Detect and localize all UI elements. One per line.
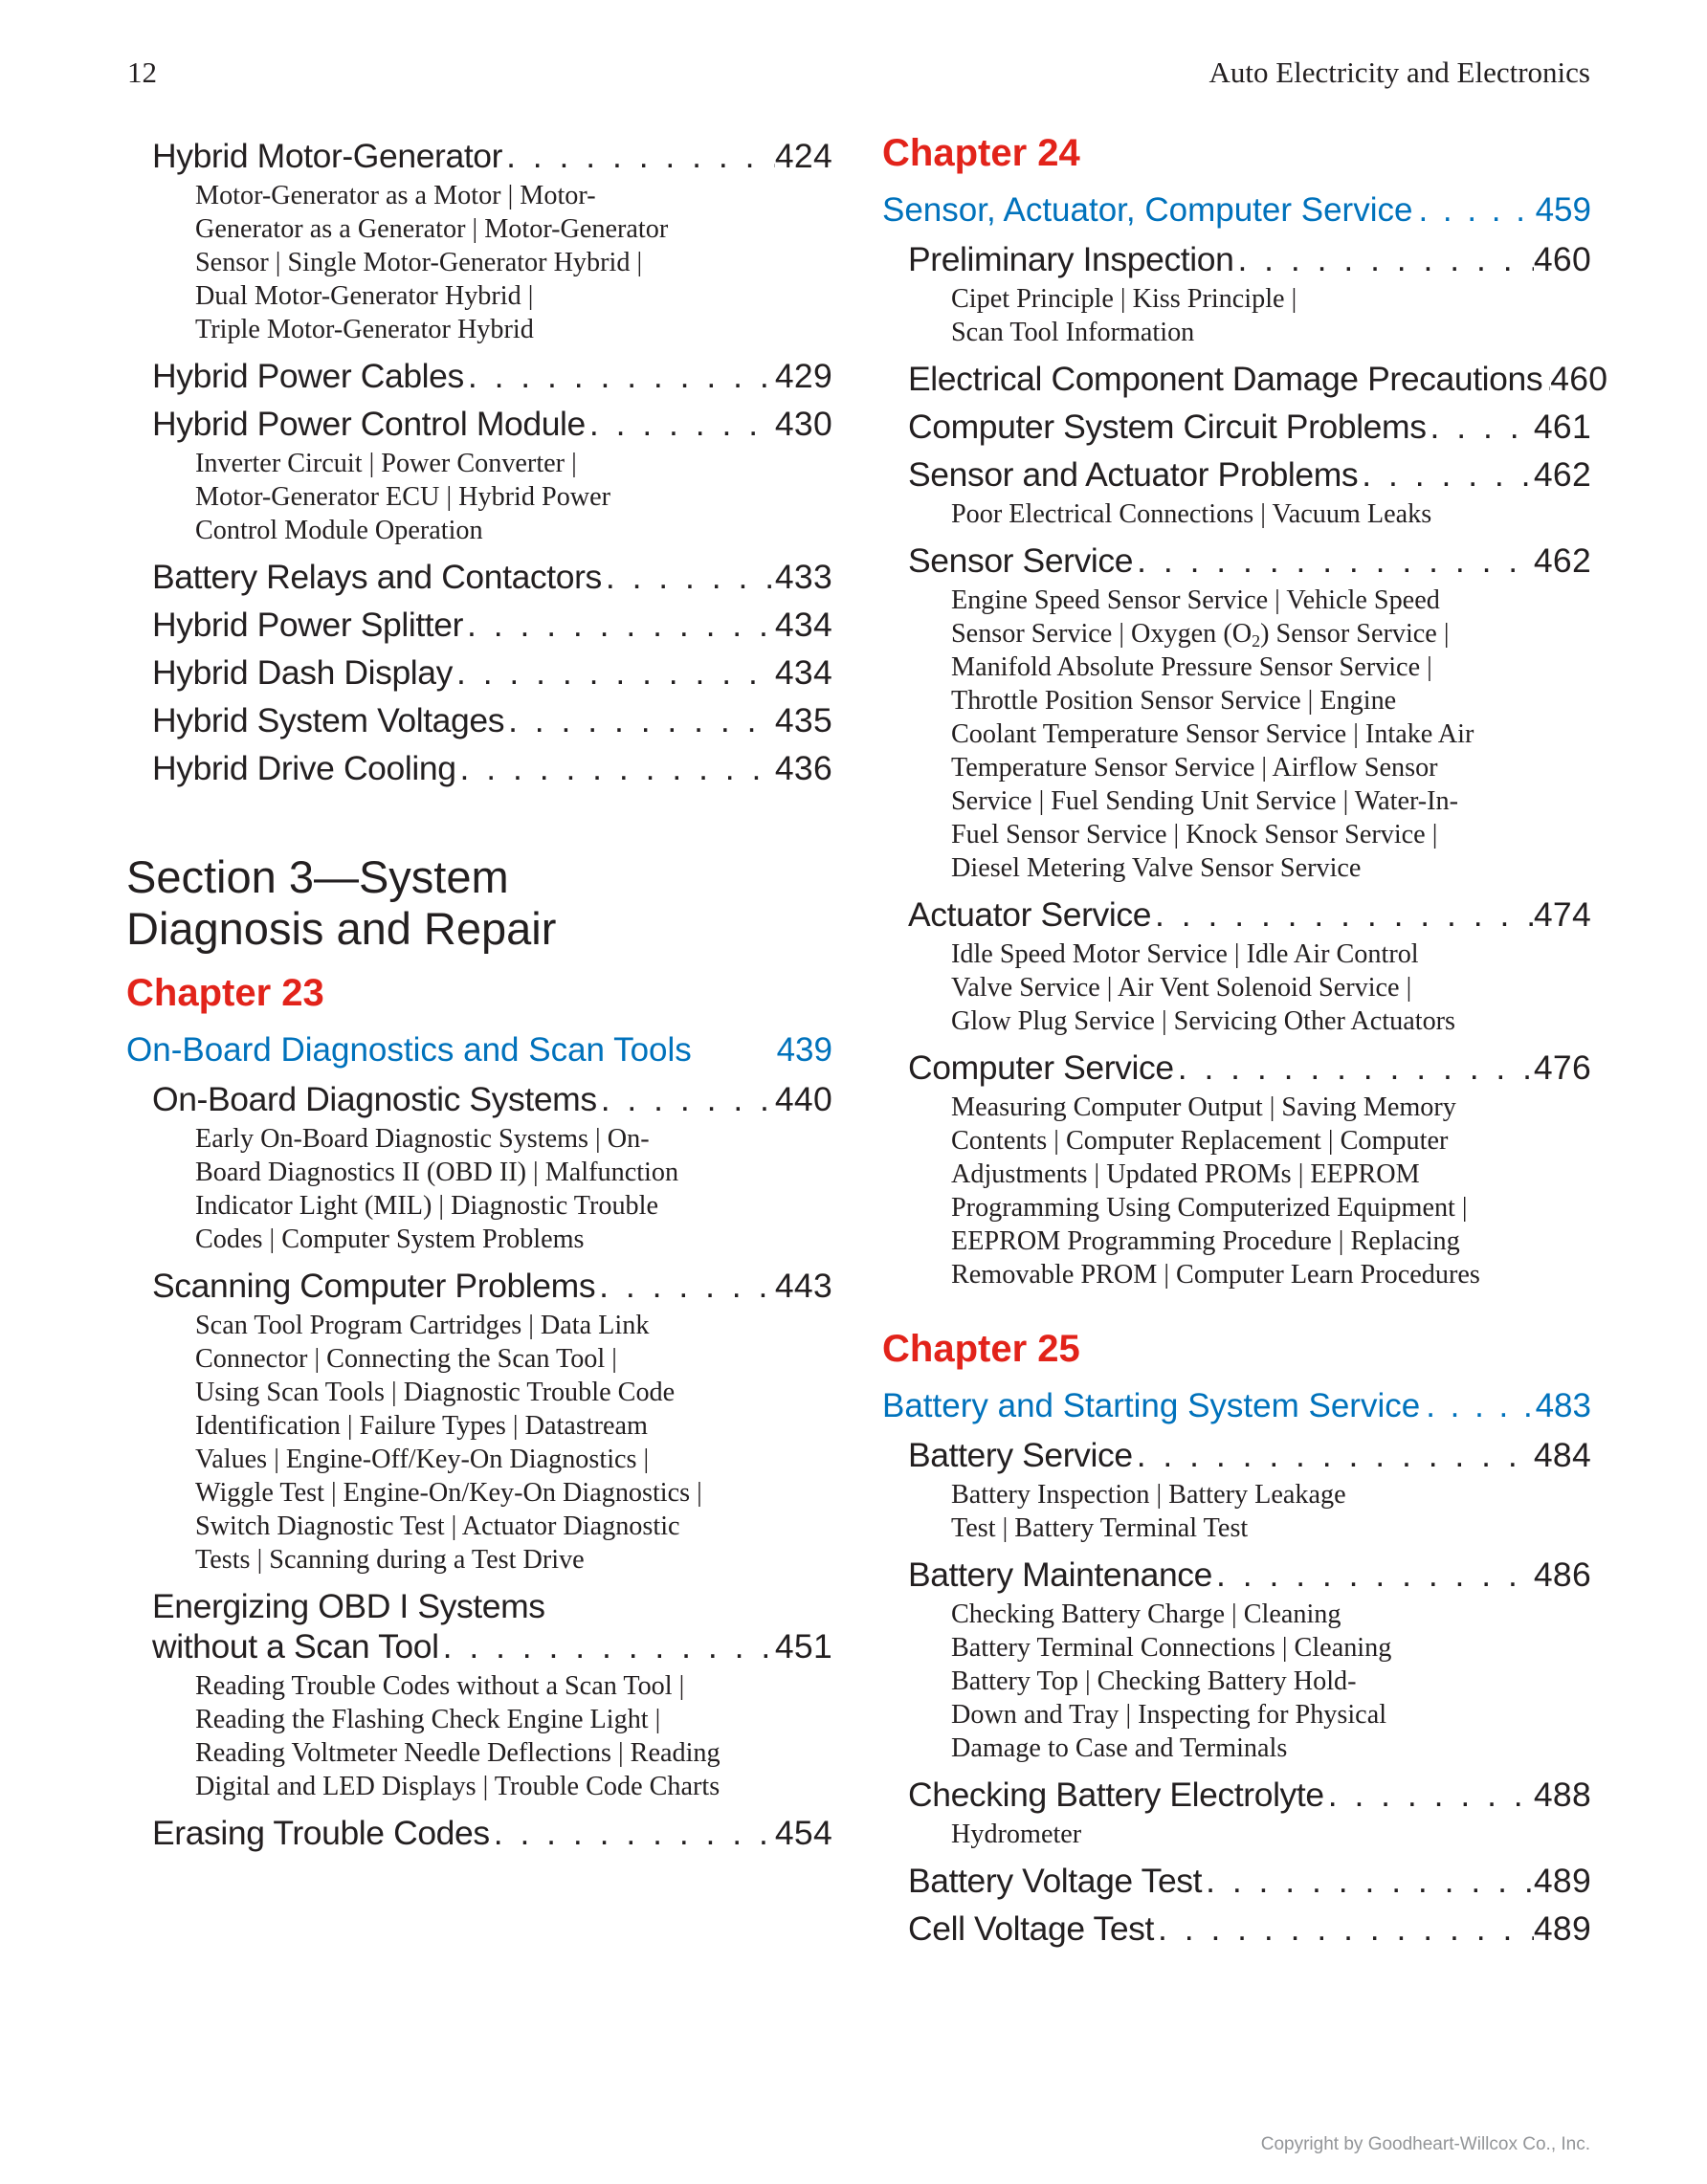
toc-entry[interactable] (126, 1262, 832, 1577)
leader-dots (1133, 1431, 1534, 1479)
page-number: 12 (127, 55, 157, 89)
leader-dots (502, 132, 775, 180)
leader-dots (1324, 1771, 1534, 1819)
leader-dots (1233, 235, 1533, 283)
toc-entry-list (126, 1809, 832, 1857)
toc-entry-page: 436 (774, 749, 832, 787)
toc-entry-title: Preliminary Inspection (908, 240, 1234, 278)
toc-entry-page: 474 (1533, 895, 1591, 934)
leader-dots (439, 1622, 775, 1670)
toc-entry[interactable] (126, 132, 832, 346)
toc-entry-page: 486 (1533, 1555, 1591, 1594)
toc-entry-subtopics: Poor Electrical Connections | Vacuum Leaks (951, 499, 1432, 529)
chapter-page-number: 439 (776, 1031, 832, 1069)
chapter-23-label: Chapter 23 (126, 972, 324, 1014)
toc-entry-page: 434 (774, 606, 832, 644)
toc-entry-subtopics: Idle Speed Motor Service | Idle Air Control Valve Service | Air Vent Solenoid Service | Glow Plug Service | Servicing Other Actuators (951, 939, 1456, 1036)
toc-entry-title: Computer System Circuit Problems (908, 408, 1427, 446)
leader-dots (1133, 537, 1534, 585)
toc-entry-title: Actuator Service (908, 895, 1152, 934)
leader-dots (602, 553, 775, 601)
section-title: Section 3—System Diagnosis and Repair (126, 851, 557, 954)
toc-entry-title: Erasing Trouble Codes (152, 1814, 490, 1852)
toc-entry-subtopics: Cipet Principle | Kiss Principle | Scan Tool Information (951, 284, 1297, 347)
copyright-notice: Copyright by Goodheart-Willcox Co., Inc. (1260, 2134, 1590, 2154)
toc-entry-title: Scanning Computer Problems (152, 1267, 596, 1305)
toc-entry-subtopics: Checking Battery Charge | Cleaning Battery Terminal Connections | Cleaning Battery Top | Checking Battery Hold- Down and Tray | Inspecting for Physical Damage to Case and Terminals (951, 1599, 1392, 1763)
chapter-page-number: 483 (1535, 1387, 1591, 1424)
toc-entry-title: without a Scan Tool (152, 1627, 439, 1666)
chapter-title-text: Sensor, Actuator, Computer Service (882, 191, 1413, 229)
toc-entry[interactable] (126, 553, 832, 601)
toc-entry-title: Cell Voltage Test (908, 1909, 1154, 1948)
toc-entry[interactable] (126, 352, 832, 400)
chapter-title-text: Battery and Starting System Service (882, 1387, 1421, 1424)
toc-entry-title: Computer Service (908, 1048, 1174, 1087)
leader-dots (597, 1075, 775, 1123)
leader-dots (504, 696, 775, 744)
toc-entry-page: 434 (774, 653, 832, 692)
toc-entry-list (126, 1075, 832, 1577)
toc-entry-title: Hybrid Power Splitter (152, 606, 464, 644)
toc-entry-title: Energizing OBD I Systems (152, 1587, 545, 1625)
toc-entry-title: Sensor and Actuator Problems (908, 455, 1359, 494)
toc-entry-page: 435 (774, 701, 832, 739)
leader-dots (595, 1262, 775, 1310)
toc-entry-page: 489 (1533, 1909, 1591, 1948)
running-header-book-title: Auto Electricity and Electronics (1208, 55, 1590, 89)
toc-entry-title: Hybrid Power Cables (152, 357, 464, 395)
toc-entry[interactable] (882, 1771, 1591, 1851)
toc-entry-page: 429 (774, 357, 832, 395)
chapter-24-title[interactable] (882, 188, 1591, 233)
toc-entry-title: On-Board Diagnostic Systems (152, 1080, 597, 1118)
toc-entry-title: Battery Relays and Contactors (152, 558, 602, 596)
toc-entry-title: Hybrid Motor-Generator (152, 137, 503, 175)
leader-dots (464, 352, 775, 400)
toc-entry-title: Battery Service (908, 1436, 1133, 1474)
toc-entry-subtopics: Engine Speed Sensor Service | Vehicle Speed Sensor Service | Oxygen $(O_2)$ Sensor Service | Manifold Absolute Pressure Sensor Service | Throttle Position Sensor Service | Engine Coolant Temperature Sensor Service | Intake Air Temperature Sensor Service | Airflow Sensor Service | Fuel Sending Unit Service | Water-In- Fuel Sensor Service | Knock Sensor Service | Diesel Metering Valve Sensor Service (951, 585, 1474, 883)
toc-entry-page: 460 (1533, 240, 1591, 278)
toc-entry[interactable] (126, 601, 832, 649)
leader-dots (463, 601, 775, 649)
toc-entry-page: 424 (774, 137, 832, 175)
leader-dots (1212, 1551, 1534, 1599)
toc-entry[interactable] (882, 1044, 1591, 1291)
toc-entry[interactable] (882, 403, 1591, 451)
toc-entry[interactable] (882, 1431, 1591, 1545)
toc-entry-subtopics: Early On-Board Diagnostic Systems | On- Board Diagnostics II (OBD II) | Malfunction Indicator Light (MIL) | Diagnostic Trouble Codes | Computer System Problems (195, 1124, 679, 1254)
toc-entry[interactable] (882, 355, 1608, 403)
toc-entry-page: 489 (1533, 1862, 1591, 1900)
toc-entry-title: Battery Maintenance (908, 1555, 1213, 1594)
toc-entry-page: 430 (774, 405, 832, 443)
toc-entry-page: 451 (774, 1627, 832, 1666)
toc-left-column (126, 132, 832, 1857)
toc-entry[interactable] (126, 744, 832, 792)
toc-entry-page: 443 (774, 1267, 832, 1305)
toc-entry[interactable] (882, 1857, 1591, 1905)
toc-entry-title: Electrical Component Damage Precautions (908, 360, 1543, 398)
toc-right-column (882, 132, 1608, 1952)
leader-dots (1174, 1044, 1534, 1092)
leader-dots (1202, 1857, 1534, 1905)
toc-entry-page: 462 (1533, 541, 1591, 580)
toc-entry-list (882, 235, 1608, 531)
toc-entry-list (882, 1431, 1591, 1952)
toc-entry-page: 461 (1533, 408, 1591, 446)
toc-entry-page: 460 (1550, 360, 1608, 398)
toc-entry[interactable] (126, 696, 832, 744)
toc-entry-subtopics: Measuring Computer Output | Saving Memory Contents | Computer Replacement | Computer Adjustments | Updated PROMs | EEPROM Programming Using Computerized Equipment | EEPROM Programming Procedure | Replacing Removable PROM | Computer Learn Procedures (951, 1092, 1480, 1290)
toc-entry-title: Hybrid System Voltages (152, 701, 505, 739)
toc-entry[interactable] (882, 451, 1591, 531)
toc-entry-page: 476 (1533, 1048, 1591, 1087)
toc-entry-subtopics: Inverter Circuit | Power Converter | Motor-Generator ECU | Hybrid Power Control Module Operation (195, 449, 611, 545)
chapter-25-title[interactable] (882, 1383, 1591, 1429)
toc-entry[interactable] (126, 1075, 832, 1256)
chapter-25-label: Chapter 25 (882, 1328, 1080, 1370)
leader-dots (456, 744, 775, 792)
toc-entry[interactable] (126, 649, 832, 696)
toc-entry-subtopics: Motor-Generator as a Motor | Motor- Generator as a Generator | Motor-Generator Sensor | Single Motor-Generator Hybrid | Dual Motor-Generator Hybrid | Triple Motor-Generator Hybrid (195, 181, 669, 344)
chapter-24-label: Chapter 24 (882, 132, 1080, 174)
toc-entry-page: 454 (774, 1814, 832, 1852)
toc-entry-sensor-service[interactable] (882, 537, 1591, 885)
leader-dots (586, 400, 775, 448)
toc-entry[interactable] (126, 400, 832, 547)
toc-entry[interactable] (882, 235, 1591, 349)
leader-dots (1542, 355, 1550, 403)
toc-entry-title: Hybrid Power Control Module (152, 405, 586, 443)
leader-dots (1427, 403, 1534, 451)
toc-entry-page: 462 (1533, 455, 1591, 494)
toc-entry-title: Battery Voltage Test (908, 1862, 1203, 1900)
toc-entry-subtopics: Hydrometer (951, 1820, 1082, 1849)
toc-entry-list (126, 132, 832, 792)
chapter-page-number: 459 (1535, 191, 1591, 229)
leader-dots (1154, 1905, 1534, 1952)
toc-entry[interactable] (882, 891, 1591, 1038)
toc-entry-list (882, 891, 1591, 1291)
toc-entry-title: Hybrid Drive Cooling (152, 749, 456, 787)
toc-entry[interactable] (882, 1551, 1591, 1765)
toc-entry-page: 440 (774, 1080, 832, 1118)
toc-entry[interactable] (126, 1809, 832, 1857)
toc-entry-subtopics: Battery Inspection | Battery Leakage Test | Battery Terminal Test (951, 1480, 1346, 1543)
toc-entry-page: 433 (774, 558, 832, 596)
chapter-title-text: On-Board Diagnostics and Scan Tools (126, 1031, 692, 1069)
leader-dots (1151, 891, 1534, 938)
toc-entry-title: Sensor Service (908, 541, 1134, 580)
leader-dots (490, 1809, 775, 1857)
leader-dots (1420, 1383, 1535, 1429)
toc-entry[interactable] (882, 1905, 1591, 1952)
leader-dots (1412, 188, 1535, 233)
chapter-23-title[interactable] (126, 1027, 832, 1073)
toc-entry-energizing[interactable] (126, 1582, 832, 1803)
toc-entry-subtopics: Reading Trouble Codes without a Scan Tool | Reading the Flashing Check Engine Light | Reading Voltmeter Needle Deflections | Reading Digital and LED Displays | Trouble Code Charts (195, 1671, 720, 1801)
leader-dots (453, 649, 775, 696)
toc-entry-page: 488 (1533, 1776, 1591, 1814)
toc-entry-title: Checking Battery Electrolyte (908, 1776, 1324, 1814)
toc-entry-title: Hybrid Dash Display (152, 653, 453, 692)
toc-entry-subtopics: Scan Tool Program Cartridges | Data Link Connector | Connecting the Scan Tool | Using Scan Tools | Diagnostic Trouble Code Identification | Failure Types | Datastream Values | Engine-Off/Key-On Diagnostics | Wiggle Test | Engine-On/Key-On Diagnostics | Switch Diagnostic Test | Actuator Diagnostic Tests | Scanning during a Test Drive (195, 1311, 702, 1575)
leader-dots (1358, 451, 1534, 498)
toc-entry-page: 484 (1533, 1436, 1591, 1474)
